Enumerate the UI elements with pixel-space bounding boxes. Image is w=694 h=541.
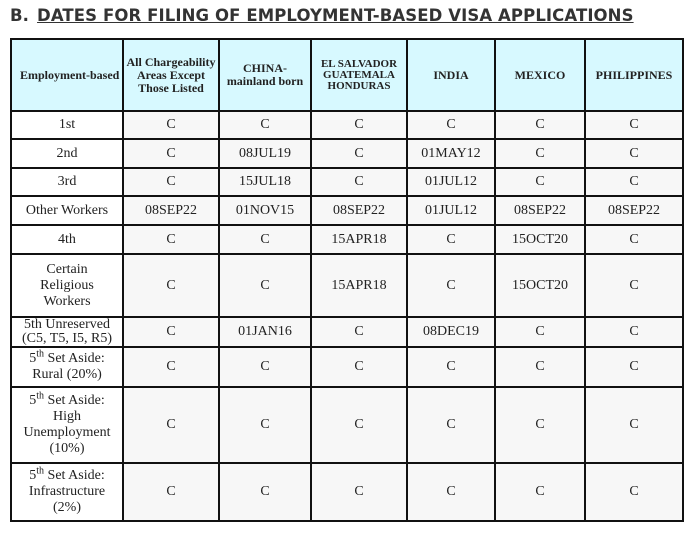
ordinal-number: 5 bbox=[29, 351, 37, 366]
table-cell: C bbox=[495, 463, 585, 521]
table-cell: C bbox=[219, 347, 311, 387]
table-cell: C bbox=[123, 317, 219, 347]
table-cell: C bbox=[407, 111, 495, 139]
table-cell: 01JAN16 bbox=[219, 317, 311, 347]
table-cell: C bbox=[495, 317, 585, 347]
table-cell: C bbox=[495, 387, 585, 463]
table-cell: 08SEP22 bbox=[311, 196, 407, 225]
table-cell: C bbox=[585, 317, 683, 347]
table-cell: C bbox=[407, 387, 495, 463]
table-cell: C bbox=[219, 387, 311, 463]
table-cell: 08DEC19 bbox=[407, 317, 495, 347]
header-cell: MEXICO bbox=[495, 39, 585, 111]
table-cell: C bbox=[311, 387, 407, 463]
table-cell: C bbox=[123, 387, 219, 463]
table-cell: C bbox=[123, 254, 219, 317]
table-cell: C bbox=[123, 139, 219, 168]
table-cell: C bbox=[585, 387, 683, 463]
table-row bbox=[11, 139, 683, 168]
table-cell: C bbox=[311, 463, 407, 521]
ordinal-number: 5 bbox=[29, 468, 37, 483]
ordinal-suffix: th bbox=[36, 348, 45, 360]
table-row bbox=[11, 168, 683, 196]
table-cell: C bbox=[585, 139, 683, 168]
table-cell: 15APR18 bbox=[311, 254, 407, 317]
row-category bbox=[11, 347, 123, 387]
table-cell: C bbox=[123, 111, 219, 139]
table-cell: C bbox=[123, 347, 219, 387]
table-cell: 08JUL19 bbox=[219, 139, 311, 168]
table-cell: C bbox=[585, 111, 683, 139]
header-cell: PHILIPPINES bbox=[585, 39, 683, 111]
table-cell: 15JUL18 bbox=[219, 168, 311, 196]
header-cell: INDIA bbox=[407, 39, 495, 111]
table-row bbox=[11, 254, 683, 317]
table-cell: C bbox=[585, 168, 683, 196]
table-cell: C bbox=[407, 347, 495, 387]
row-category-text: Set Aside: Rural (20%) bbox=[32, 351, 105, 382]
table-cell: 15OCT20 bbox=[495, 254, 585, 317]
table-cell: 08SEP22 bbox=[585, 196, 683, 225]
table-cell: 15OCT20 bbox=[495, 225, 585, 254]
table-cell: C bbox=[219, 111, 311, 139]
table-cell: 01MAY12 bbox=[407, 139, 495, 168]
table-cell: C bbox=[407, 463, 495, 521]
table-cell: C bbox=[585, 347, 683, 387]
table-cell: C bbox=[407, 225, 495, 254]
table-cell: C bbox=[495, 168, 585, 196]
row-category bbox=[11, 387, 123, 463]
table-cell: C bbox=[495, 111, 585, 139]
table-cell: C bbox=[123, 225, 219, 254]
table-cell: 08SEP22 bbox=[123, 196, 219, 225]
header-cell: EL SALVADOR GUATEMALA HONDURAS bbox=[311, 39, 407, 111]
section-heading bbox=[10, 6, 634, 25]
row-category: Certain Religious Workers bbox=[11, 254, 123, 317]
table-cell: C bbox=[495, 139, 585, 168]
header-cell: Employment-based bbox=[11, 39, 123, 111]
table-cell: C bbox=[219, 254, 311, 317]
table-cell: C bbox=[311, 168, 407, 196]
row-category bbox=[11, 463, 123, 521]
table-cell: 08SEP22 bbox=[495, 196, 585, 225]
table-row bbox=[11, 225, 683, 254]
row-category-text: Set Aside: High Unemployment (10%) bbox=[23, 393, 111, 456]
table-cell: C bbox=[585, 463, 683, 521]
table-cell: C bbox=[495, 347, 585, 387]
section-title: DATES FOR FILING OF EMPLOYMENT-BASED VISA APPLICATIONS bbox=[37, 6, 634, 25]
row-category: Other Workers bbox=[11, 196, 123, 225]
table-cell: C bbox=[311, 111, 407, 139]
table-cell: C bbox=[585, 254, 683, 317]
row-category: 1st bbox=[11, 111, 123, 139]
table-cell: 15APR18 bbox=[311, 225, 407, 254]
table-cell: C bbox=[219, 463, 311, 521]
table-cell: 01JUL12 bbox=[407, 196, 495, 225]
table-cell: 01NOV15 bbox=[219, 196, 311, 225]
header-cell: All Chargeability Areas Except Those Listed bbox=[123, 39, 219, 111]
table-cell: 01JUL12 bbox=[407, 168, 495, 196]
table-cell: C bbox=[311, 317, 407, 347]
header-cell: CHINA-mainland born bbox=[219, 39, 311, 111]
table-cell: C bbox=[407, 254, 495, 317]
table-cell: C bbox=[219, 225, 311, 254]
table-row bbox=[11, 111, 683, 139]
row-category: 4th bbox=[11, 225, 123, 254]
table-row bbox=[11, 317, 683, 347]
row-category: 5th Unreserved (C5, T5, I5, R5) bbox=[11, 317, 123, 347]
table-row bbox=[11, 196, 683, 225]
table-cell: C bbox=[585, 225, 683, 254]
row-category: 2nd bbox=[11, 139, 123, 168]
table-cell: C bbox=[311, 347, 407, 387]
row-category: 3rd bbox=[11, 168, 123, 196]
table-cell: C bbox=[123, 168, 219, 196]
ordinal-suffix: th bbox=[36, 390, 45, 402]
table-cell: C bbox=[123, 463, 219, 521]
section-letter: B. bbox=[10, 6, 30, 25]
row-category-text: Set Aside: Infrastructure (2%) bbox=[28, 468, 106, 515]
visa-dates-table bbox=[10, 38, 684, 522]
ordinal-suffix: th bbox=[36, 465, 45, 477]
table-row bbox=[11, 347, 683, 387]
header-row bbox=[11, 39, 683, 111]
table-cell: C bbox=[311, 139, 407, 168]
table-row bbox=[11, 387, 683, 463]
ordinal-number: 5 bbox=[29, 393, 37, 408]
table-row bbox=[11, 463, 683, 521]
